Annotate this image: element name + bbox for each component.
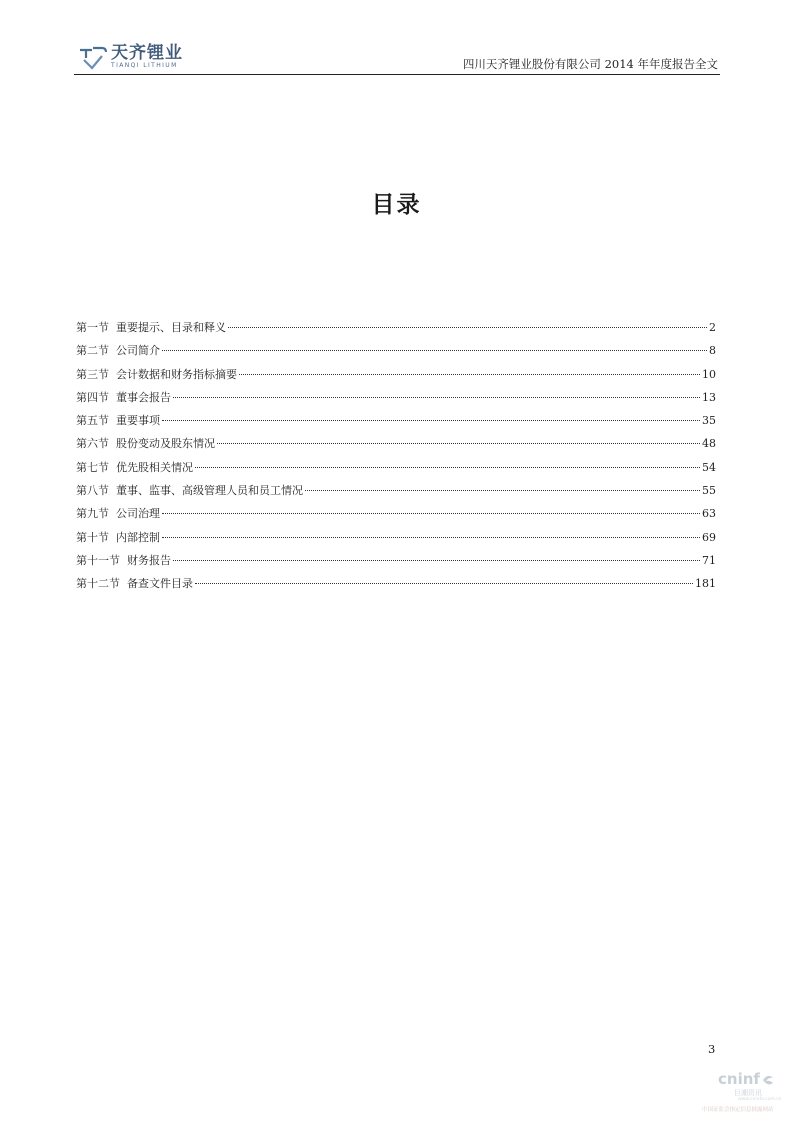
report-header-title: 四川天齐锂业股份有限公司 2014 年年度报告全文	[462, 57, 718, 71]
toc-item[interactable]	[76, 482, 716, 505]
toc-leader-dots	[195, 583, 693, 584]
toc-leader-dots	[217, 443, 700, 444]
toc-item-page: 35	[702, 414, 716, 428]
toc-item-label: 第八节 董事、监事、高级管理人员和员工情况	[76, 484, 303, 498]
toc-item[interactable]	[76, 435, 716, 458]
toc-item-label: 第十二节 备查文件目录	[76, 577, 193, 591]
watermark-english: cninf	[718, 1070, 760, 1088]
toc-item[interactable]	[76, 505, 716, 528]
toc-leader-dots	[305, 490, 700, 491]
logo-chinese-text: 天齐锂业	[111, 43, 183, 63]
toc-item-page: 71	[702, 553, 716, 567]
toc-leader-dots	[228, 327, 707, 328]
toc-item-label: 第七节 优先股相关情况	[76, 460, 193, 474]
toc-item-page: 181	[695, 577, 716, 591]
cninfo-watermark	[700, 1070, 790, 1118]
watermark-subtitle: 中国证监会指定信息披露网站	[702, 1107, 774, 1113]
toc-item-page: 10	[702, 367, 716, 381]
toc-item[interactable]	[76, 552, 716, 575]
toc-leader-dots	[162, 350, 707, 351]
toc-item-page: 8	[709, 344, 716, 358]
toc-item-page: 2	[709, 321, 716, 334]
toc-item-label: 第六节 股份变动及股东情况	[76, 437, 215, 451]
watermark-url: www.cninfo.com.cn	[738, 1097, 782, 1102]
toc-item[interactable]	[76, 412, 716, 435]
toc-item-page: 54	[702, 460, 716, 474]
toc-item-page: 69	[702, 530, 716, 544]
toc-item-label: 第二节 公司简介	[76, 344, 160, 358]
toc-item[interactable]	[76, 366, 716, 389]
toc-item[interactable]	[76, 459, 716, 482]
toc-leader-dots	[195, 467, 700, 468]
toc-item-page: 48	[702, 437, 716, 451]
page-number: 3	[708, 1042, 716, 1056]
table-of-contents	[76, 319, 716, 599]
cninfo-swirl-icon	[760, 1072, 776, 1088]
toc-item[interactable]	[76, 389, 716, 412]
company-logo	[78, 44, 183, 72]
toc-heading: 目录	[371, 192, 422, 218]
toc-item-label: 第五节 重要事项	[76, 414, 160, 428]
toc-item[interactable]	[76, 342, 716, 365]
toc-leader-dots	[173, 560, 700, 561]
toc-item-label: 第一节 重要提示、目录和释义	[76, 321, 226, 334]
toc-leader-dots	[173, 397, 700, 398]
toc-item[interactable]	[76, 575, 716, 598]
toc-item-label: 第三节 会计数据和财务指标摘要	[76, 367, 237, 381]
logo-english-text: TIANQI LITHIUM	[111, 62, 178, 69]
toc-item-page: 63	[702, 507, 716, 521]
toc-leader-dots	[239, 374, 700, 375]
toc-item[interactable]	[76, 319, 716, 342]
tianqi-logo-icon	[78, 44, 108, 70]
watermark-chinese: 巨潮资讯	[734, 1089, 762, 1097]
toc-item[interactable]	[76, 529, 716, 552]
toc-leader-dots	[162, 420, 700, 421]
toc-item-page: 55	[702, 484, 716, 498]
toc-item-label: 第十一节 财务报告	[76, 553, 171, 567]
page-header	[74, 40, 720, 75]
toc-item-page: 13	[702, 390, 716, 404]
toc-leader-dots	[162, 513, 700, 514]
toc-leader-dots	[162, 537, 700, 538]
toc-item-label: 第十节 内部控制	[76, 530, 160, 544]
toc-item-label: 第四节 董事会报告	[76, 390, 171, 404]
toc-item-label: 第九节 公司治理	[76, 507, 160, 521]
